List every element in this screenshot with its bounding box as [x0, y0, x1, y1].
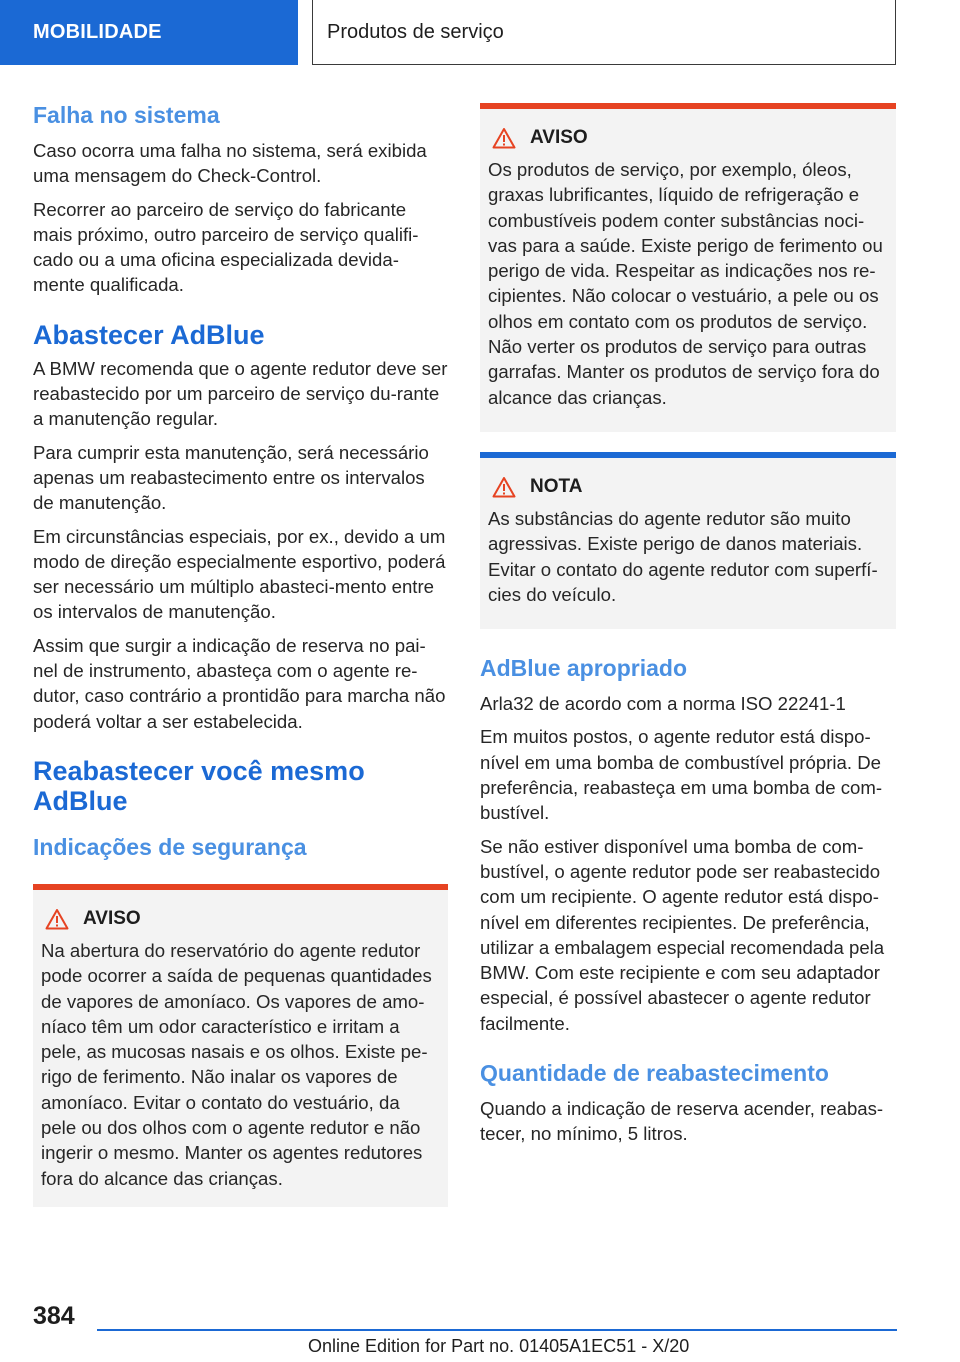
warning-box-produtos: [480, 103, 896, 432]
note-label: NOTA: [530, 475, 583, 497]
heading-quantidade-reabastecimento: Quantidade de reabastecimento: [480, 1060, 829, 1087]
heading-falha-no-sistema: Falha no sistema: [33, 102, 220, 128]
paragraph: Em circunstâncias especiais, por ex., devido a um modo de direção especialmente esportivo, poderá ser necessário um múltiplo abasteci-mento entre os intervalos de manutenção.: [33, 525, 446, 623]
note-box-substancias: [480, 452, 896, 629]
paragraph: Em muitos postos, o agente redutor está dispo-nível em uma bomba de combustível própria. De preferência, reabasteça em uma bomba de com-bustível.: [480, 726, 883, 824]
paragraph: Quando a indicação de reserva acender, reabas-tecer, no mínimo, 5 litros.: [480, 1098, 884, 1145]
warning-triangle-icon: [45, 908, 69, 930]
paragraph: Se não estiver disponível uma bomba de com-bustível, o agente redutor pode ser reabastecido com um recipiente. O agente redutor está dispo-nível em diferentes recipientes. De preferência, utilizar a embalagem especial recomendada pela BMW. Com este recipiente e com seu adaptador especial, é possível abastecer o agente redutor facilmente.: [480, 835, 885, 1034]
heading-abastecer-adblue: Abastecer AdBlue: [33, 319, 265, 350]
page-number: 384: [33, 1302, 75, 1330]
right-column: [480, 103, 896, 1155]
warning-triangle-icon: [492, 127, 516, 149]
heading-adblue-apropriado: AdBlue apropriado: [480, 655, 688, 682]
paragraph: Para cumprir esta manutenção, será necessário apenas um reabastecimento entre os intervalos de manutenção.: [33, 441, 429, 514]
paragraph: A BMW recomenda que o agente redutor deve ser reabastecido por um parceiro de serviço du-rante a manutenção regular.: [33, 357, 448, 430]
warning-box-vapores: [33, 884, 448, 1207]
warning-text: Os produtos de serviço, por exemplo, óleos, graxas lubrificantes, líquido de refrigeração e combustíveis podem conter substâncias noci-vas para a saúde. Existe perigo de ferimento ou perigo de vida. Respeitar as indicações nos re-cipientes. Não colocar o vestuário, a pele ou os olhos em contato com os produtos de serviço. Não verter os produtos de serviço para outras garrafas. Manter os produtos de serviço fora do alcance das crianças.: [488, 159, 883, 408]
warning-label: AVISO: [530, 127, 588, 148]
header-section-label: MOBILIDADE: [33, 21, 162, 43]
paragraph: Arla32 de acordo com a norma ISO 22241-1: [480, 693, 846, 715]
warning-text: Na abertura do reservatório do agente redutor pode ocorrer a saída de pequenas quantidades de vapores de amoníaco. Os vapores de amo-níaco têm um odor característico e irritam a pele, as mucosas nasais e os olhos. Existe pe-rigo de ferimento. Não inalar os vapores de amoníaco. Evitar o contato do vestuário, da pele ou dos olhos com o agente redutor e não ingerir o mesmo. Manter os agentes redutores fora do alcance das crianças.: [41, 939, 432, 1189]
paragraph: Assim que surgir a indicação de reserva no pai-nel de instrumento, abasteça com o agente re-dutor, caso contrário a prontidão para marcha não poderá voltar a ser estabelecida.: [33, 634, 446, 732]
heading-indicacoes-seguranca: Indicações de segurança: [33, 833, 307, 860]
header-section-tab: [0, 0, 298, 65]
heading-reabastecer-voce-mesmo: Reabastecer você mesmo AdBlue: [33, 755, 365, 816]
warning-triangle-icon: [492, 476, 516, 498]
footer-divider: [97, 1329, 897, 1331]
paragraph: Caso ocorra uma falha no sistema, será exibida uma mensagem do Check-Control.: [33, 140, 427, 187]
left-column: [33, 100, 448, 1207]
footer-edition: Online Edition for Part no. 01405A1EC51 - X/20: [308, 1336, 690, 1356]
paragraph: Recorrer ao parceiro de serviço do fabricante mais próximo, outro parceiro de serviço qualifi-cado ou a uma oficina especializada devida-mente qualificada.: [33, 198, 419, 296]
warning-header: [41, 908, 436, 930]
warning-header: [488, 127, 884, 149]
note-header: [488, 476, 884, 498]
header-chapter-tab: [312, 0, 896, 65]
warning-label: AVISO: [83, 907, 141, 929]
note-text: As substâncias do agente redutor são muito agressivas. Existe perigo de danos materiais. Evitar o contato do agente redutor com superfí-cies do veículo.: [488, 507, 878, 605]
header-chapter-label: Produtos de serviço: [327, 20, 504, 43]
